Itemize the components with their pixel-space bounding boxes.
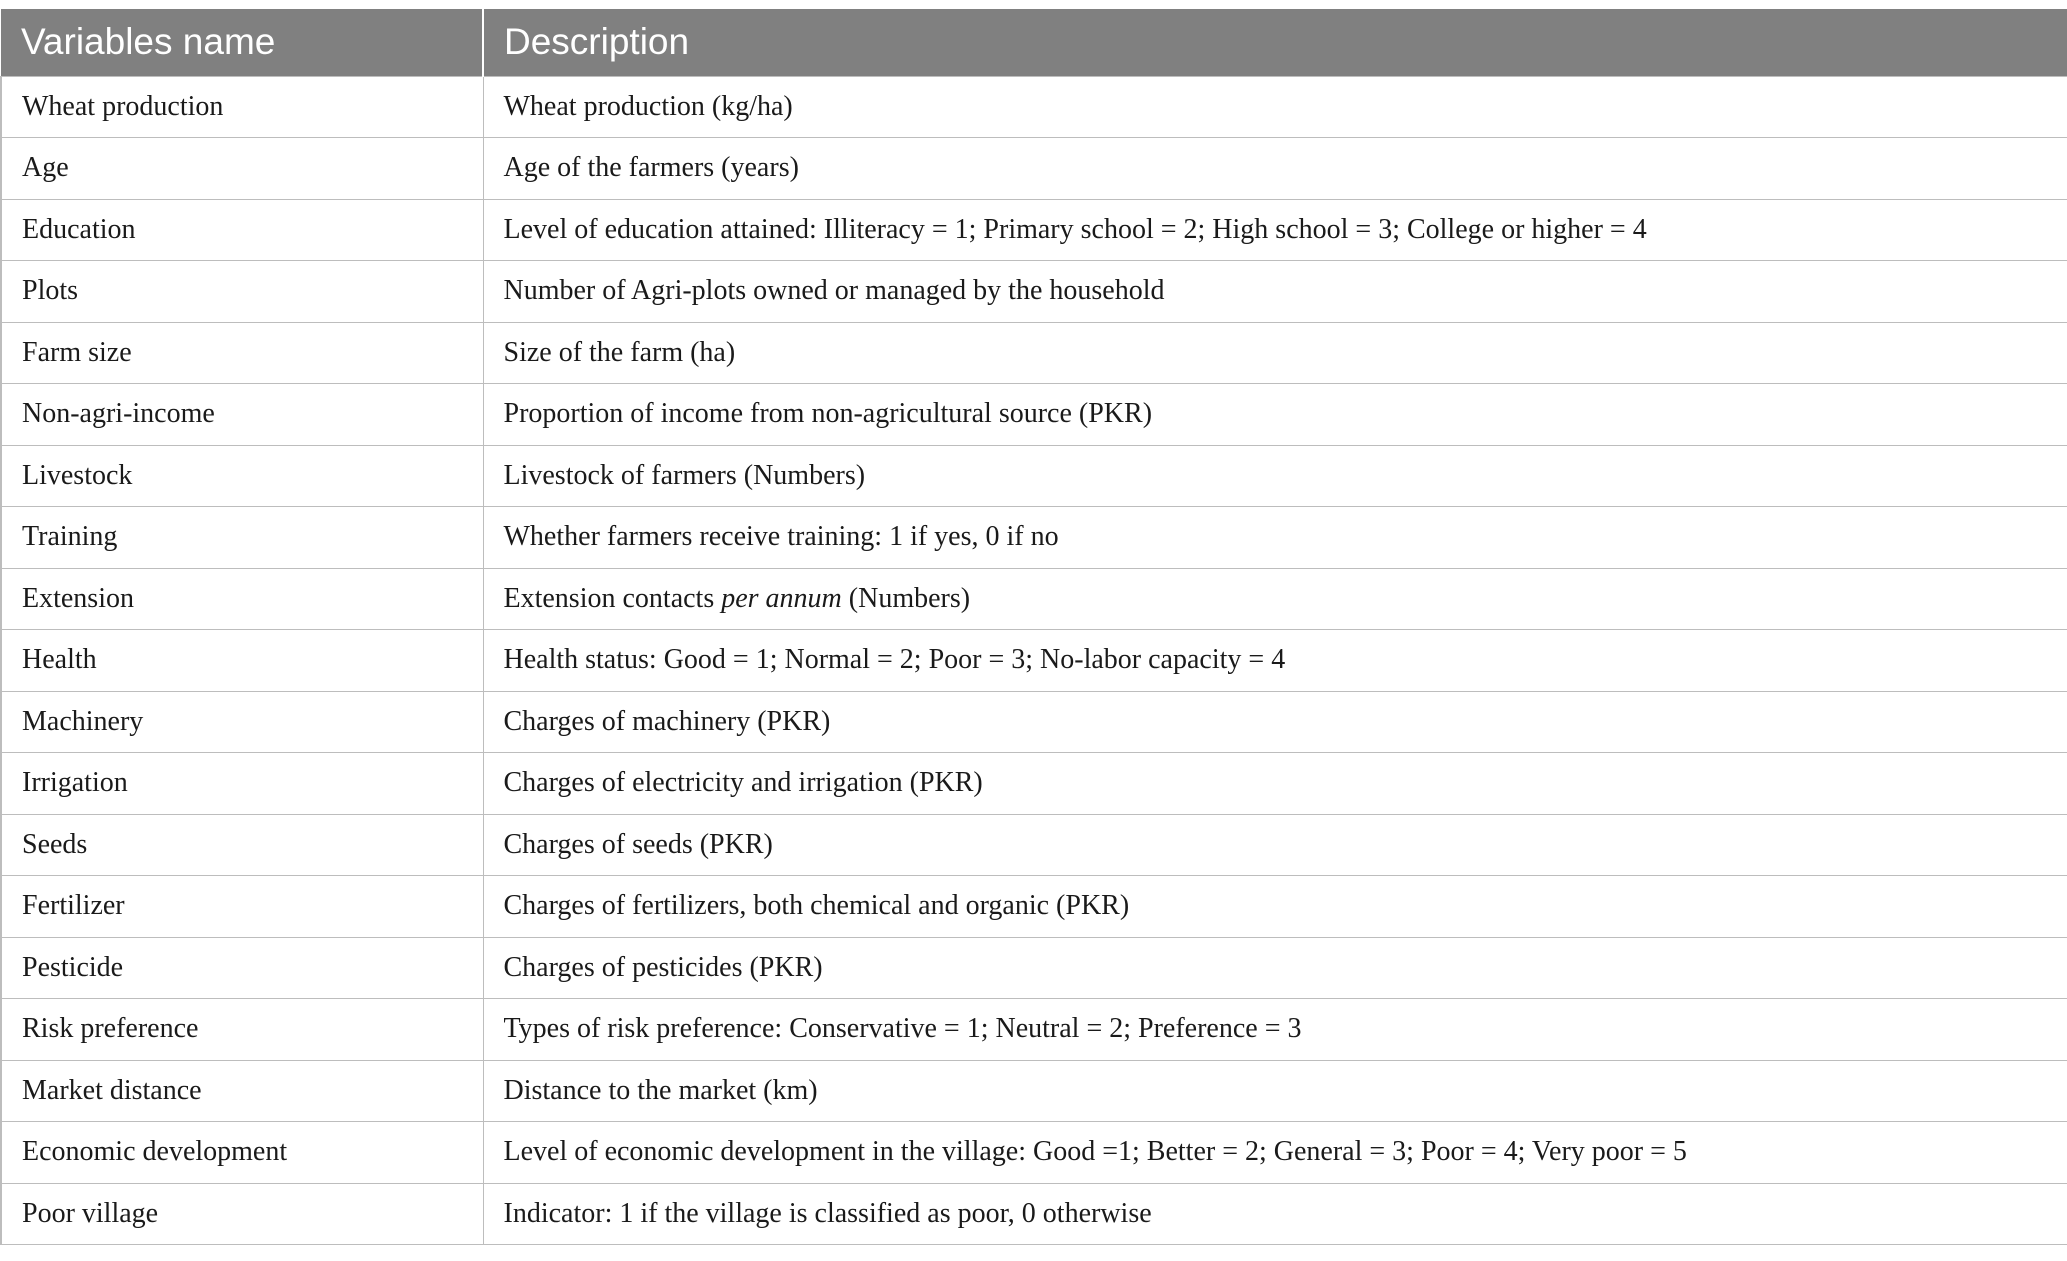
variable-name-cell: Plots (1, 261, 483, 323)
table-row (1, 999, 2067, 1061)
table-row (1, 322, 2067, 384)
variable-name-cell: Non-agri-income (1, 384, 483, 446)
table-row (1, 876, 2067, 938)
header-description: Description (483, 9, 2067, 76)
description-cell: Distance to the market (km) (483, 1060, 2067, 1122)
table-header (1, 9, 2067, 76)
table-row (1, 1183, 2067, 1245)
table-body (1, 76, 2067, 1245)
table-row (1, 691, 2067, 753)
description-text: Extension contacts (503, 582, 722, 614)
variable-name-cell: Age (1, 138, 483, 200)
description-cell: Level of education attained: Illiteracy = 1; Primary school = 2; High school = 3; College or higher = 4 (483, 199, 2067, 261)
description-text: (Numbers) (841, 582, 971, 614)
description-cell: Livestock of farmers (Numbers) (483, 445, 2067, 507)
variable-name-cell: Economic development (1, 1122, 483, 1184)
table-row (1, 384, 2067, 446)
table-row (1, 199, 2067, 261)
description-cell: Types of risk preference: Conservative = 1; Neutral = 2; Preference = 3 (483, 999, 2067, 1061)
description-cell: Charges of fertilizers, both chemical and organic (PKR) (483, 876, 2067, 938)
description-cell: Health status: Good = 1; Normal = 2; Poor = 3; No-labor capacity = 4 (483, 630, 2067, 692)
variable-name-cell: Farm size (1, 322, 483, 384)
table-row (1, 937, 2067, 999)
variable-name-cell: Poor village (1, 1183, 483, 1245)
variable-name-cell: Irrigation (1, 753, 483, 815)
variables-table-container (0, 9, 2067, 1245)
table-row (1, 138, 2067, 200)
description-cell: Size of the farm (ha) (483, 322, 2067, 384)
table-row (1, 1122, 2067, 1184)
variable-name-cell: Education (1, 199, 483, 261)
variable-name-cell: Livestock (1, 445, 483, 507)
variable-name-cell: Risk preference (1, 999, 483, 1061)
table-row (1, 753, 2067, 815)
table-row (1, 445, 2067, 507)
description-cell: Indicator: 1 if the village is classified as poor, 0 otherwise (483, 1183, 2067, 1245)
description-cell: Age of the farmers (years) (483, 138, 2067, 200)
description-cell: Charges of pesticides (PKR) (483, 937, 2067, 999)
table-row (1, 1060, 2067, 1122)
table-row (1, 814, 2067, 876)
description-cell: Charges of electricity and irrigation (PKR) (483, 753, 2067, 815)
description-cell: Proportion of income from non-agricultural source (PKR) (483, 384, 2067, 446)
variable-name-cell: Wheat production (1, 76, 483, 138)
header-row (1, 9, 2067, 76)
variable-name-cell: Pesticide (1, 937, 483, 999)
description-cell: Whether farmers receive training: 1 if yes, 0 if no (483, 507, 2067, 569)
variable-name-cell: Health (1, 630, 483, 692)
variables-table (0, 9, 2067, 1245)
variable-name-cell: Market distance (1, 1060, 483, 1122)
header-variables-name: Variables name (1, 9, 483, 76)
description-cell: Charges of machinery (PKR) (483, 691, 2067, 753)
table-row (1, 261, 2067, 323)
description-cell (483, 568, 2067, 630)
table-row (1, 507, 2067, 569)
table-row (1, 568, 2067, 630)
variable-name-cell: Fertilizer (1, 876, 483, 938)
description-cell: Level of economic development in the village: Good =1; Better = 2; General = 3; Poor = 4; Very poor = 5 (483, 1122, 2067, 1184)
description-cell: Number of Agri-plots owned or managed by the household (483, 261, 2067, 323)
variable-name-cell: Machinery (1, 691, 483, 753)
description-italic-text: per annum (721, 582, 842, 614)
description-cell: Charges of seeds (PKR) (483, 814, 2067, 876)
description-cell: Wheat production (kg/ha) (483, 76, 2067, 138)
table-row (1, 76, 2067, 138)
variable-name-cell: Extension (1, 568, 483, 630)
table-row (1, 630, 2067, 692)
variable-name-cell: Seeds (1, 814, 483, 876)
variable-name-cell: Training (1, 507, 483, 569)
